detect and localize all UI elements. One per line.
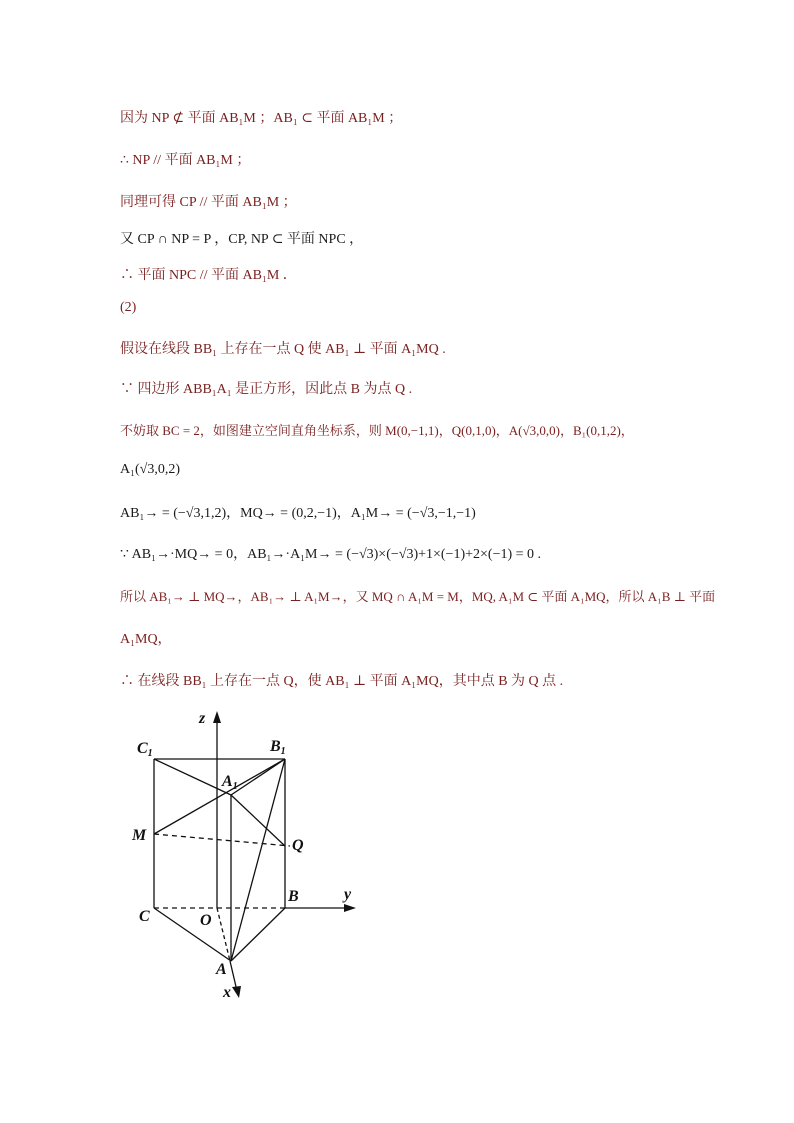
label-B1: B1 [270, 738, 286, 757]
label-O: O [200, 912, 212, 929]
text-line-7: ∵ 四边形 ABB₁A₁ 是正方形，因此点 B 为点 Q . [120, 382, 413, 397]
text-line-5: ∴ 平面 NPC // 平面 AB₁M ． [120, 268, 297, 283]
label-M: M [132, 827, 147, 844]
z-axis-arrow [213, 711, 221, 723]
text-line-3: 同理可得 CP // 平面 AB₁M ； [120, 195, 297, 210]
label-B: B [288, 888, 299, 905]
segment-MQ [154, 834, 290, 846]
x-axis [230, 961, 237, 991]
label-Q: Q [292, 837, 304, 854]
segment-A1Q [231, 795, 285, 846]
text-line-10: AB₁→ = (−√3,1,2)，MQ→ = (0,2,−1)，A₁M→ = (−√3,−1,−1) [120, 506, 476, 521]
text-line-13: A₁MQ， [120, 632, 172, 647]
label-A1: A1 [222, 773, 238, 792]
label-C1: C1 [137, 740, 153, 759]
y-axis-arrow [344, 904, 356, 912]
segment-MB1 [154, 759, 285, 834]
label-A: A [216, 961, 227, 978]
text-line-9: A₁(√3,0,2) [120, 462, 180, 477]
text-line-6: 假设在线段 BB₁ 上存在一点 Q 使 AB₁ ⊥ 平面 A₁MQ . [120, 342, 446, 357]
text-line-12: 所以 AB₁→ ⊥ MQ→，AB₁→ ⊥ A₁M→，又 MQ ∩ A₁M = M，MQ, A₁M ⊂ 平面 A₁MQ，所以 A₁B ⊥ 平面 [120, 589, 716, 604]
text-line-4: 又 CP ∩ NP = P ，CP, NP ⊂ 平面 NPC ， [120, 232, 364, 247]
text-line-8: 不妨取 BC = 2，如图建立空间直角坐标系，则 M(0,−1,1)，Q(0,1,0)，A(√3,0,0)，B₁(0,1,2)， [120, 423, 634, 438]
part-label: (2) [120, 300, 137, 315]
label-x: x [223, 984, 231, 1001]
x-axis-arrow [232, 986, 241, 998]
text-line-1: 因为 NP ⊄ 平面 AB₁M ；AB₁ ⊂ 平面 AB₁M ； [120, 111, 403, 126]
label-z: z [199, 710, 206, 727]
label-C: C [139, 908, 150, 925]
text-line-2: ∴ NP // 平面 AB₁M ； [120, 153, 251, 168]
geometry-figure [125, 703, 365, 1003]
label-y: y [344, 886, 352, 903]
text-line-14: ∴ 在线段 BB₁ 上存在一点 Q，使 AB₁ ⊥ 平面 A₁MQ，其中点 B 为 Q 点 . [120, 674, 564, 689]
text-line-11: ∵ AB₁→·MQ→ = 0，AB₁→·A₁M→ = (−√3)×(−√3)+1×(−1)+2×(−1) = 0 . [120, 547, 542, 562]
edge-C1A1 [154, 759, 231, 795]
edge-BA [231, 908, 285, 961]
